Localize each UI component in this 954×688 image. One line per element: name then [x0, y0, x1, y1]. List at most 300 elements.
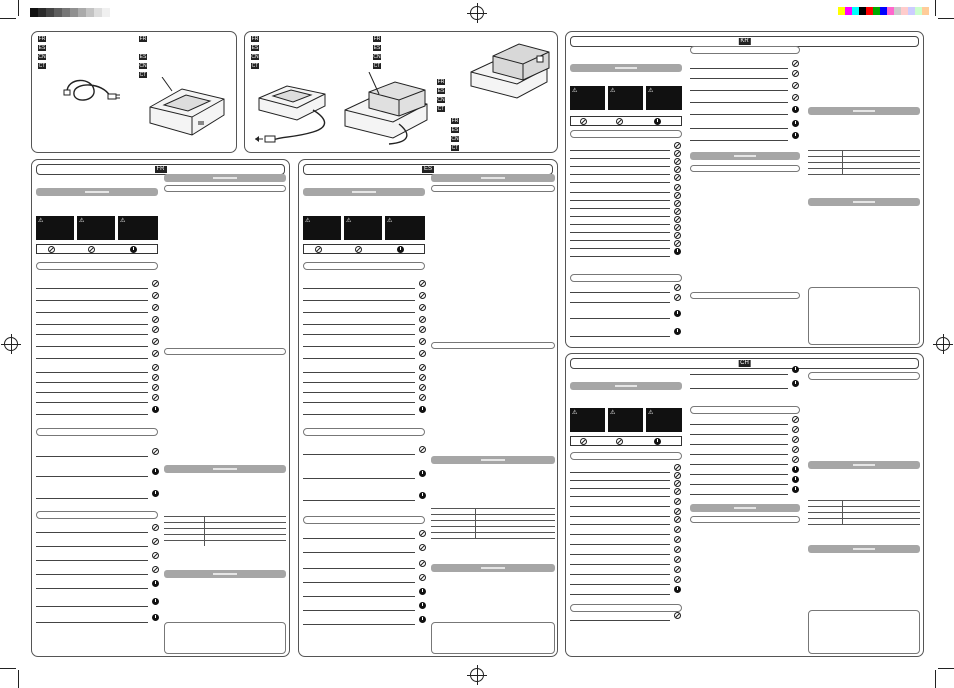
text-line: [303, 552, 415, 553]
caution-box: [385, 216, 425, 240]
mandatory-icon: [792, 106, 799, 113]
mandatory-icon: [792, 466, 799, 473]
spec-table-divider: [204, 516, 205, 546]
text-line: [303, 596, 415, 597]
mandatory-icon: [419, 616, 426, 623]
text-line: [303, 334, 415, 335]
lang-code-cn: CN: [251, 54, 259, 60]
spec-table-line: [808, 162, 920, 163]
power-cord-illustration: [62, 72, 122, 112]
prohibit-icon: [419, 304, 426, 311]
gray-swatch: [46, 8, 54, 17]
color-swatch: [880, 7, 887, 15]
lang-code-fr: FR: [451, 118, 459, 124]
prohibit-icon: [674, 158, 681, 165]
text-line: [570, 240, 670, 241]
text-line: [36, 606, 148, 607]
prohibit-icon: [152, 538, 159, 545]
text-line: [303, 358, 415, 359]
color-swatch: [922, 7, 929, 15]
text-line: [303, 478, 415, 479]
section-heading-bar: [431, 456, 555, 464]
gray-swatch: [54, 8, 62, 17]
color-swatch: [838, 7, 845, 15]
no-disassemble-icon: [674, 508, 681, 515]
section-title-ch: CH: [740, 360, 749, 366]
warning-box: [77, 216, 115, 240]
text-line: [690, 494, 788, 495]
spec-table-line: [164, 528, 286, 529]
section-title-fr: FR: [156, 166, 165, 172]
text-line: [690, 90, 788, 91]
text-line: [570, 488, 670, 489]
lang-code-cn: CN: [139, 63, 147, 69]
section-heading-bar: [164, 174, 286, 182]
no-disassemble-icon: [355, 246, 362, 253]
mandatory-icon: [792, 486, 799, 493]
note-box: [164, 622, 286, 654]
mandatory-icon: [792, 120, 799, 127]
prohibit-icon: [674, 142, 681, 149]
warning-triangle-icon: ⚠: [79, 218, 85, 224]
gray-swatch: [86, 8, 94, 17]
lang-code-ct: CT: [251, 63, 259, 69]
text-line: [690, 388, 788, 389]
text-line: [303, 382, 415, 383]
prohibit-icon: [674, 208, 681, 215]
text-line: [303, 300, 415, 301]
prohibit-icon: [152, 552, 159, 559]
section-title-es: ES: [423, 166, 433, 172]
prohibit-icon: [419, 384, 426, 391]
prohibit-icon: [419, 292, 426, 299]
prohibit-icon: [674, 556, 681, 563]
spec-table-line: [164, 540, 286, 541]
section-heading-bar: [431, 174, 555, 182]
prohibit-icon: [792, 70, 799, 77]
text-line: [570, 174, 670, 175]
prohibit-icon: [48, 246, 55, 253]
section-header: [570, 358, 919, 369]
spec-table-line: [808, 506, 920, 507]
sub-heading-box: [690, 292, 800, 299]
mandatory-icon: [152, 614, 159, 621]
text-line: [570, 292, 670, 293]
prohibit-icon: [419, 530, 426, 537]
text-line: [36, 498, 148, 499]
text-line: [36, 414, 148, 415]
lang-code-ct: CT: [373, 63, 381, 69]
crop-mark: [0, 18, 16, 19]
mandatory-icon: [397, 246, 404, 253]
caution-box: [118, 216, 158, 240]
section-heading-bar: [164, 570, 286, 578]
text-line: [570, 232, 670, 233]
prohibit-icon: [674, 516, 681, 523]
danger-box: [570, 408, 605, 432]
prohibit-icon: [674, 526, 681, 533]
spec-table-line: [808, 524, 920, 525]
text-line: [303, 568, 415, 569]
warning-box: [608, 408, 643, 432]
caution-heading: [36, 511, 158, 519]
prohibit-icon: [419, 544, 426, 551]
prohibit-icon: [674, 472, 681, 479]
spec-table-line: [808, 518, 920, 519]
text-line: [303, 372, 415, 373]
prohibit-icon: [674, 200, 681, 207]
sub-heading-box: [808, 372, 920, 380]
lang-code-es: ES: [38, 45, 46, 51]
lang-code-cn: CN: [373, 54, 381, 60]
lang-code-cn: CN: [38, 54, 46, 60]
section-title-kr: KR: [740, 38, 749, 44]
prohibit-icon: [792, 94, 799, 101]
prohibit-icon: [674, 498, 681, 505]
text-line: [570, 224, 670, 225]
text-line: [570, 472, 670, 473]
section-heading-bar: [808, 107, 920, 115]
spec-table-line: [808, 168, 920, 169]
crop-mark: [18, 670, 19, 688]
danger-heading: [570, 130, 682, 138]
prohibit-icon: [792, 426, 799, 433]
prohibit-icon: [674, 576, 681, 583]
mandatory-icon: [419, 492, 426, 499]
color-swatch: [852, 7, 859, 15]
warning-heading: [570, 604, 682, 612]
spec-table-line: [808, 150, 920, 151]
text-line: [570, 150, 670, 151]
prohibit-icon: [152, 316, 159, 323]
text-line: [303, 312, 415, 313]
spec-table-line: [164, 516, 286, 517]
text-line: [36, 288, 148, 289]
mandatory-icon: [792, 476, 799, 483]
spec-table-line: [808, 174, 920, 175]
battery-charging-illustration: [467, 38, 555, 104]
text-line: [570, 506, 670, 507]
prohibit-icon: [674, 480, 681, 487]
lang-code-fr: FR: [139, 36, 147, 42]
text-line: [570, 216, 670, 217]
text-line: [570, 554, 670, 555]
section-heading-bar: [36, 188, 158, 196]
spec-table-line: [431, 532, 555, 533]
lang-code-es: ES: [437, 88, 445, 94]
prohibit-icon: [152, 394, 159, 401]
text-line: [570, 524, 670, 525]
warning-box: [344, 216, 382, 240]
warning-triangle-icon: ⚠: [648, 410, 654, 416]
prohibit-icon: [792, 60, 799, 67]
color-swatch: [915, 7, 922, 15]
prohibit-icon: [674, 216, 681, 223]
prohibit-icon: [152, 566, 159, 573]
text-line: [690, 444, 788, 445]
text-line: [303, 324, 415, 325]
prohibit-icon: [674, 612, 681, 619]
mandatory-icon: [152, 468, 159, 475]
mandatory-icon: [130, 246, 137, 253]
caution-heading: [303, 516, 425, 524]
prohibit-icon: [792, 416, 799, 423]
warning-triangle-icon: ⚠: [38, 218, 44, 224]
warning-heading: [36, 428, 158, 436]
prohibit-icon: [152, 374, 159, 381]
text-line: [303, 454, 415, 455]
warning-triangle-icon: ⚠: [346, 218, 352, 224]
text-line: [570, 564, 670, 565]
text-line: [36, 312, 148, 313]
spec-table-line: [164, 534, 286, 535]
text-line: [690, 454, 788, 455]
prohibit-icon: [674, 464, 681, 471]
prohibit-icon: [152, 338, 159, 345]
warning-heading: [570, 274, 682, 282]
text-line: [690, 464, 788, 465]
prohibit-icon: [419, 350, 426, 357]
section-heading-bar: [303, 188, 425, 196]
color-swatch: [908, 7, 915, 15]
spec-table-divider: [842, 500, 843, 524]
sub-heading-box: [431, 185, 555, 192]
section-heading-bar: [808, 461, 920, 469]
color-swatch: [845, 7, 852, 15]
registration-mark: [470, 668, 484, 682]
text-line: [36, 622, 148, 623]
text-line: [303, 414, 415, 415]
text-line: [36, 588, 148, 589]
section-heading-bar: [690, 504, 800, 512]
text-line: [570, 544, 670, 545]
warning-triangle-icon: ⚠: [572, 410, 578, 416]
lang-code-ct: CT: [38, 63, 46, 69]
prohibit-icon: [674, 192, 681, 199]
color-swatch: [859, 7, 866, 15]
ch-section: [565, 353, 924, 657]
warning-triangle-icon: ⚠: [305, 218, 311, 224]
lang-code-cn: CN: [451, 136, 459, 142]
color-swatch: [901, 7, 908, 15]
prohibit-icon: [674, 174, 681, 181]
prohibit-icon: [674, 240, 681, 247]
lang-code-ct: CT: [139, 72, 147, 78]
text-line: [36, 574, 148, 575]
text-line: [36, 358, 148, 359]
charger-illustration: [142, 77, 230, 139]
text-line: [570, 158, 670, 159]
spec-table-line: [808, 512, 920, 513]
no-disassemble-icon: [152, 326, 159, 333]
prohibit-icon: [419, 446, 426, 453]
section-heading-bar: [570, 382, 682, 390]
prohibit-icon: [674, 294, 681, 301]
text-line: [36, 560, 148, 561]
prohibit-icon: [674, 488, 681, 495]
text-line: [303, 392, 415, 393]
color-swatch-strip: [838, 0, 938, 16]
crop-mark: [938, 18, 954, 19]
spec-table-line: [431, 538, 555, 539]
mandatory-icon: [419, 406, 426, 413]
mandatory-icon: [792, 366, 799, 373]
danger-heading: [303, 262, 425, 270]
fr-section: [31, 159, 290, 657]
mandatory-icon: [152, 406, 159, 413]
prohibit-icon: [152, 524, 159, 531]
gray-swatch: [38, 8, 46, 17]
text-line: [36, 382, 148, 383]
gray-swatch: [102, 8, 110, 17]
crop-mark: [935, 0, 936, 16]
mandatory-icon: [419, 470, 426, 477]
spec-table-line: [808, 500, 920, 501]
lang-code-cn: CN: [437, 97, 445, 103]
warning-box: [608, 86, 643, 110]
text-line: [570, 208, 670, 209]
warning-triangle-icon: ⚠: [610, 410, 616, 416]
text-line: [303, 538, 415, 539]
es-section: [298, 159, 558, 657]
text-line: [303, 610, 415, 611]
color-swatch: [887, 7, 894, 15]
prohibit-icon: [419, 364, 426, 371]
color-swatch: [894, 7, 901, 15]
text-line: [303, 346, 415, 347]
no-disassemble-icon: [88, 246, 95, 253]
section-heading-bar: [164, 465, 286, 473]
gray-swatch: [94, 8, 102, 17]
lang-code-fr: FR: [437, 79, 445, 85]
text-line: [303, 288, 415, 289]
lang-code-fr: FR: [373, 36, 381, 42]
mandatory-icon: [674, 328, 681, 335]
registration-mark: [936, 337, 950, 351]
spec-table-line: [808, 156, 920, 157]
lang-code-es: ES: [373, 45, 381, 51]
prohibit-icon: [152, 350, 159, 357]
text-line: [570, 594, 670, 595]
text-line: [690, 68, 788, 69]
text-line: [570, 166, 670, 167]
crop-mark: [0, 668, 16, 669]
lang-code-fr: FR: [38, 36, 46, 42]
section-heading-bar: [808, 198, 920, 206]
prohibit-icon: [152, 448, 159, 455]
text-line: [36, 372, 148, 373]
section-heading-bar: [431, 564, 555, 572]
sub-heading-box: [690, 516, 800, 523]
text-line: [36, 456, 148, 457]
text-line: [570, 496, 670, 497]
prohibit-icon: [419, 560, 426, 567]
text-line: [690, 114, 788, 115]
prohibit-icon: [792, 436, 799, 443]
text-line: [570, 256, 670, 257]
warning-triangle-icon: ⚠: [120, 218, 126, 224]
warning-heading: [303, 428, 425, 436]
crop-mark: [938, 668, 954, 669]
text-line: [690, 374, 788, 375]
note-box: [808, 287, 920, 345]
text-line: [36, 346, 148, 347]
text-line: [36, 324, 148, 325]
section-heading-bar: [570, 64, 682, 72]
danger-box: [570, 86, 605, 110]
text-line: [690, 484, 788, 485]
caution-heading: [690, 406, 800, 414]
sub-heading-box: [164, 185, 286, 192]
mandatory-icon: [419, 588, 426, 595]
text-line: [303, 582, 415, 583]
lang-code-ct: CT: [437, 106, 445, 112]
prohibit-icon: [792, 446, 799, 453]
no-disassemble-icon: [616, 118, 623, 125]
mandatory-icon: [152, 580, 159, 587]
prohibit-icon: [152, 384, 159, 391]
prohibit-icon: [419, 574, 426, 581]
sub-heading-box: [431, 342, 555, 349]
text-line: [690, 78, 788, 79]
crop-mark: [935, 670, 936, 688]
prohibit-icon: [419, 316, 426, 323]
registration-mark: [470, 6, 484, 20]
spec-table-line: [164, 522, 286, 523]
spec-table-line: [431, 514, 555, 515]
danger-box: [303, 216, 341, 240]
text-line: [36, 334, 148, 335]
text-line: [570, 584, 670, 585]
mandatory-icon: [792, 380, 799, 387]
spec-table-line: [431, 526, 555, 527]
prohibit-icon: [419, 394, 426, 401]
text-line: [570, 336, 670, 337]
caution-box: [646, 408, 682, 432]
text-line: [570, 192, 670, 193]
text-line: [570, 302, 670, 303]
prohibit-icon: [315, 246, 322, 253]
prohibit-icon: [419, 374, 426, 381]
charger-with-cord-illustration: [253, 76, 343, 148]
text-line: [570, 182, 670, 183]
text-line: [570, 574, 670, 575]
lang-code-es: ES: [139, 54, 147, 60]
warning-triangle-icon: ⚠: [648, 88, 654, 94]
gray-swatch: [70, 8, 78, 17]
text-line: [570, 248, 670, 249]
mandatory-icon: [152, 490, 159, 497]
registration-mark: [4, 337, 18, 351]
prohibit-icon: [674, 546, 681, 553]
text-line: [690, 128, 788, 129]
prohibit-icon: [674, 232, 681, 239]
sub-heading-box: [164, 348, 286, 355]
note-box: [431, 622, 555, 654]
danger-heading: [36, 262, 158, 270]
prohibit-icon: [792, 456, 799, 463]
prohibit-icon: [674, 536, 681, 543]
illustration-panel-middle: [244, 31, 558, 153]
gray-swatch: [62, 8, 70, 17]
note-box: [808, 610, 920, 654]
no-disassemble-icon: [419, 326, 426, 333]
section-heading-bar: [690, 152, 800, 160]
kr-section: [565, 31, 924, 348]
warning-triangle-icon: ⚠: [572, 88, 578, 94]
danger-box: [36, 216, 74, 240]
text-line: [303, 624, 415, 625]
